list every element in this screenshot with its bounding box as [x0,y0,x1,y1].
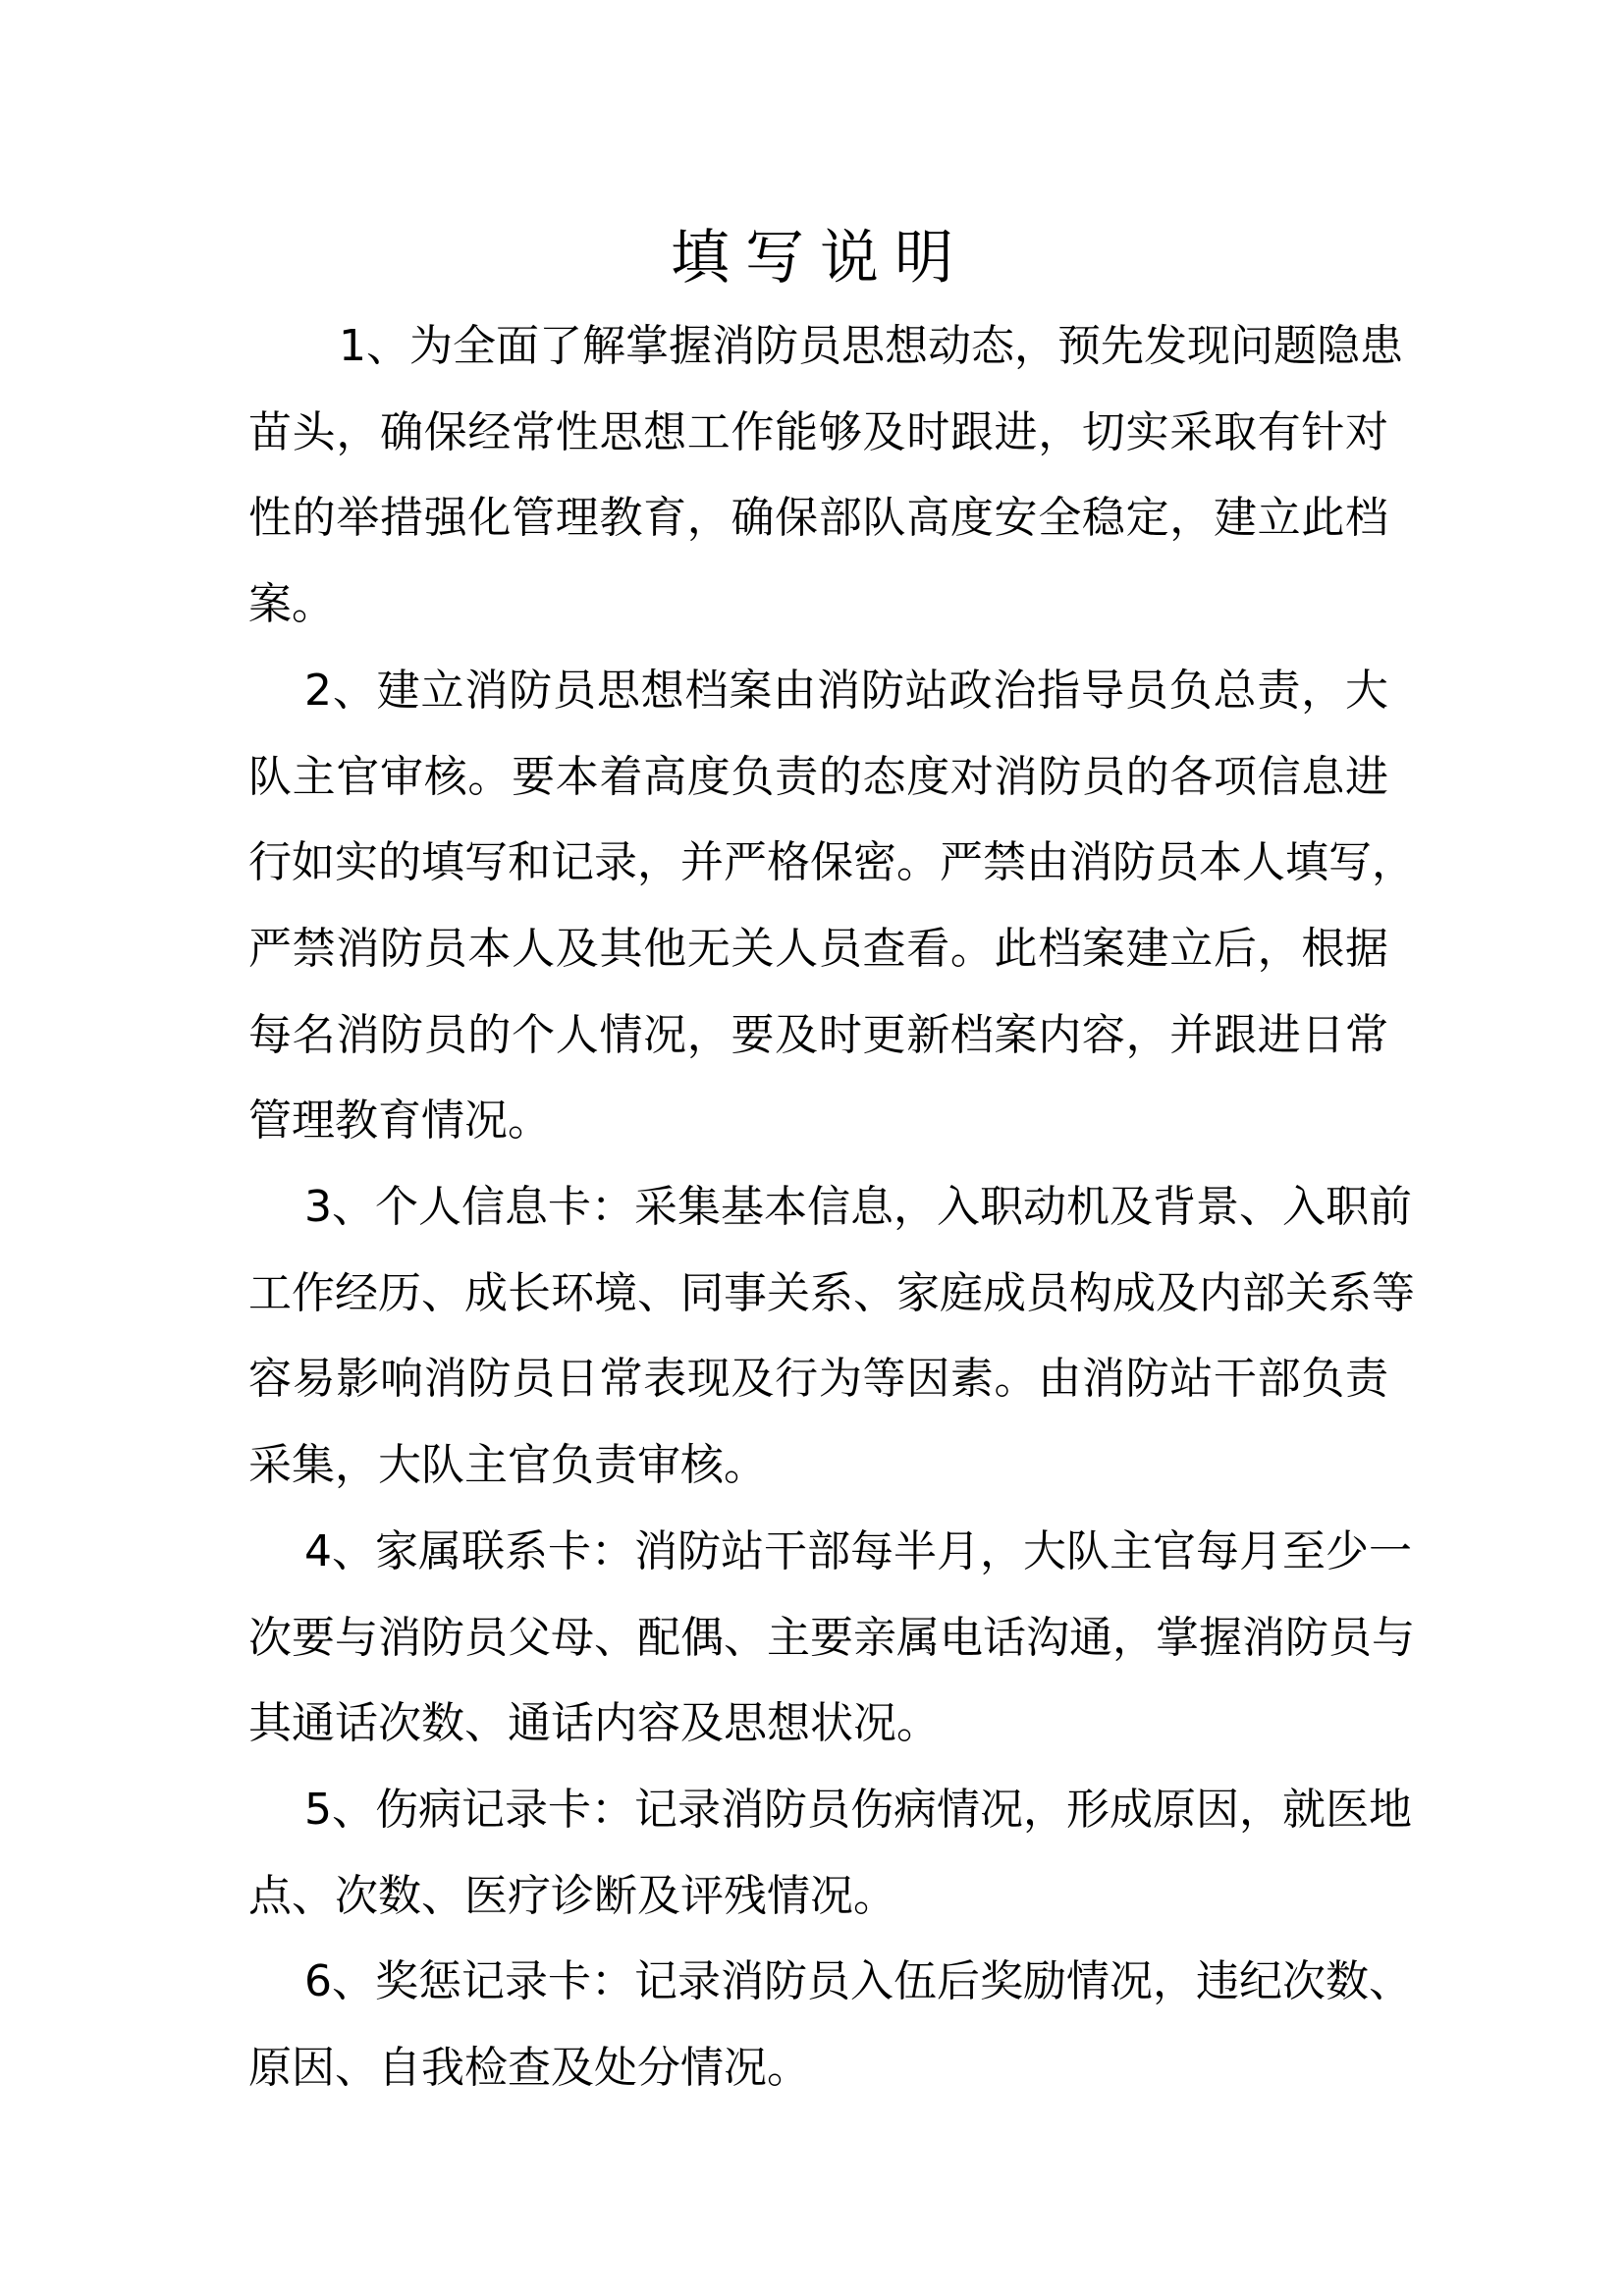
text-line: 行如实的填写和记录，并严格保密。严禁由消防员本人填写， [248,837,1415,888]
text-line: 容易影响消防员日常表现及行为等因素。由消防站干部负责 [248,1354,1388,1405]
instruction-paragraph-6 [248,1939,1412,2110]
instructions-body [248,303,1415,2111]
text-line: 管理教育情况。 [248,1095,551,1147]
instruction-paragraph-2 [248,648,1415,1164]
text-line: 6、奖惩记录卡：记录消防员入伍后奖励情况，违纪次数、 [304,1956,1412,2007]
text-line: 5、伤病记录卡：记录消防员伤病情况，形成原因，就医地 [304,1784,1412,1835]
text-line: 性的举措强化管理教育，确保部队高度安全稳定，建立此档 [248,493,1388,544]
text-line: 3、个人信息卡：采集基本信息，入职动机及背景、入职前 [304,1182,1412,1233]
text-line: 严禁消防员本人及其他无关人员查看。此档案建立后，根据 [248,923,1388,974]
instruction-paragraph-4 [248,1509,1415,1767]
text-line: 每名消防员的个人情况，要及时更新档案内容，并跟进日常 [248,1009,1388,1060]
text-line: 案。 [248,579,335,630]
instruction-paragraph-5 [248,1767,1412,1939]
text-line: 点、次数、医疗诊断及评残情况。 [248,1870,896,1921]
text-line: 4、家属联系卡：消防站干部每半月，大队主官每月至少一 [304,1525,1412,1576]
text-line: 队主官审核。要本着高度负责的态度对消防员的各项信息进 [248,751,1388,802]
text-line: 1、为全面了解掌握消防员思想动态，预先发现问题隐患 [339,321,1403,371]
text-line: 苗头，确保经常性思想工作能够及时跟进，切实采取有针对 [248,406,1388,457]
text-line: 2、建立消防员思想档案由消防站政治指导员负总责，大 [304,665,1388,716]
text-line: 次要与消防员父母、配偶、主要亲属电话沟通，掌握消防员与 [248,1612,1415,1663]
text-line: 工作经历、成长环境、同事关系、家庭成员构成及内部关系等 [248,1267,1415,1318]
instruction-paragraph-1 [248,303,1403,648]
page-title: 填写说明 [671,224,969,293]
text-line: 其通话次数、通话内容及思想状况。 [248,1698,940,1749]
instruction-paragraph-3 [248,1164,1415,1509]
text-line: 原因、自我检查及处分情况。 [248,2043,810,2094]
text-line: 采集，大队主官负责审核。 [248,1440,767,1491]
